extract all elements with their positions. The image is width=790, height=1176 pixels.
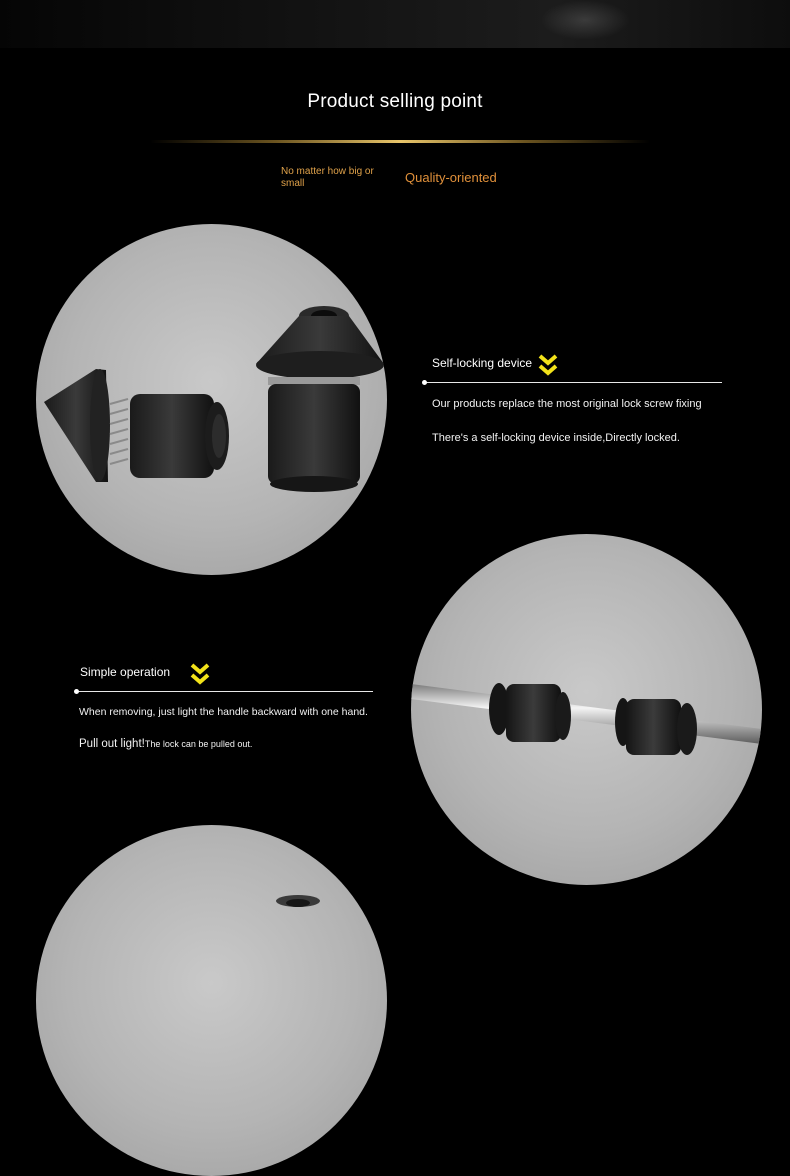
feature-title-simple-operation: Simple operation xyxy=(80,665,171,679)
feature-desc-note: The lock can be pulled out. xyxy=(144,739,253,749)
feature-divider xyxy=(76,691,373,692)
feature-divider xyxy=(424,382,722,383)
feature-desc-highlight: Pull out light! xyxy=(79,738,145,750)
feature-desc-line1: When removing, just light the handle backward with one hand. xyxy=(79,706,368,718)
gold-divider xyxy=(150,140,650,143)
feature-title-self-locking: Self-locking device xyxy=(432,356,533,370)
product-photo-parts xyxy=(36,224,387,575)
double-chevron-down-icon xyxy=(538,353,558,377)
feature-desc-line2: There's a self-locking device inside,Directly locked. xyxy=(432,432,680,444)
tag-size: No matter how big or small xyxy=(281,166,374,189)
tag-quality: Quality-oriented xyxy=(405,170,497,185)
product-photo-rod xyxy=(411,534,762,885)
feature-desc-line1: Our products replace the most original lock screw fixing xyxy=(432,398,702,410)
double-chevron-down-icon xyxy=(190,662,210,686)
top-banner-image xyxy=(0,0,790,48)
feature-desc-line2 xyxy=(79,738,252,750)
product-photo-third xyxy=(36,825,387,1176)
section-title: Product selling point xyxy=(307,91,483,112)
